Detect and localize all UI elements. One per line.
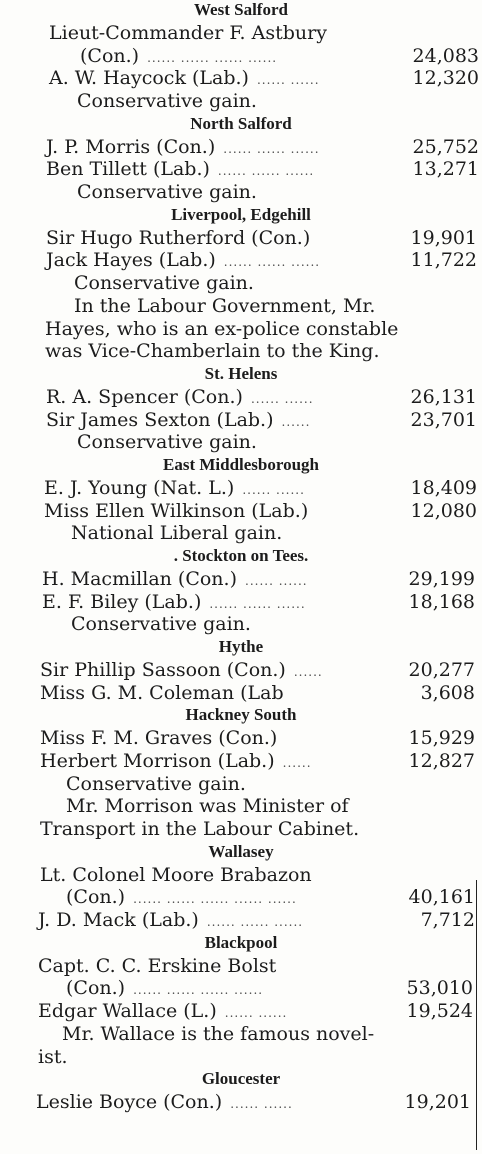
candidate-line (46, 408, 477, 432)
candidate-name: Edgar Wallace (L.) (38, 1000, 217, 1022)
candidate-name: Sir Hugo Rutherford (Con.) (46, 226, 311, 249)
text-line: Hayes, who is an ex-police constable (45, 317, 399, 340)
text-line: was Vice-Chamberlain to the King. (45, 340, 380, 363)
constituency-heading: Gloucester (201, 1069, 281, 1089)
candidate-name: (Con.) (80, 44, 140, 67)
constituency-heading: Blackpool (204, 932, 278, 952)
text-line: National Liberal gain. (71, 522, 283, 545)
candidate-line (46, 135, 479, 159)
text-line: Conservative gain. (71, 613, 251, 636)
candidate-name: (Con.) (66, 886, 126, 909)
text-line: Lieut-Commander F. Astbury (49, 21, 327, 44)
candidate-line (44, 476, 477, 500)
candidate-name: Leslie Boyce (Con.) (36, 1091, 223, 1113)
candidate-name: Sir James Sexton (Lab.) (46, 408, 274, 431)
constituency-heading: East Middlesborough (162, 455, 320, 474)
dot-leader: ...... ...... ...... ...... ...... (133, 892, 297, 907)
vote-count: 3,608 (420, 681, 475, 704)
vote-count: 19,201 (404, 1091, 471, 1113)
vote-count: 12,827 (408, 749, 475, 772)
vote-count: 19,901 (410, 226, 477, 249)
vote-count: 13,271 (412, 158, 479, 181)
dot-leader: ...... ...... (230, 1097, 293, 1111)
candidate-line (80, 44, 479, 68)
candidate-line (40, 749, 475, 773)
vote-count: 20,277 (408, 658, 475, 681)
column-rule (476, 880, 477, 1150)
candidate-line (40, 658, 475, 682)
candidate-name: Sir Phillip Sassoon (Con.) (40, 658, 286, 681)
candidate-name: Jack Hayes (Lab.) (46, 249, 216, 272)
constituency-heading: North Salford (190, 113, 292, 133)
candidate-line (49, 66, 479, 90)
vote-count: 29,199 (408, 567, 475, 590)
candidate-name: A. W. Haycock (Lab.) (49, 67, 249, 90)
vote-count: 53,010 (406, 977, 473, 1000)
candidate-name: E. F. Biley (Lab.) (42, 590, 202, 613)
text-line: Conservative gain. (74, 272, 254, 294)
text-line: Capt. C. C. Erskine Bolst (38, 954, 277, 977)
dot-leader: ...... ...... ...... (209, 596, 306, 611)
dot-leader: ...... ...... (245, 573, 308, 588)
vote-count: 26,131 (410, 385, 477, 408)
dot-leader: ...... ...... ...... (223, 255, 321, 270)
vote-count: 15,929 (408, 727, 475, 749)
constituency-heading: Hythe (218, 637, 264, 656)
text-line: ist. (38, 1045, 68, 1068)
candidate-line (66, 885, 475, 909)
vote-count: 19,524 (406, 1000, 473, 1022)
text-line: Mr. Wallace is the famous novel- (62, 1022, 375, 1045)
candidate-name: Miss F. M. Graves (Con.) (40, 727, 278, 749)
vote-count: 11,722 (410, 249, 477, 272)
text-line: Lt. Colonel Moore Brabazon (40, 863, 312, 886)
text-line: Conservative gain. (77, 181, 257, 203)
candidate-name: Miss G. M. Coleman (Lab (40, 681, 284, 704)
vote-count: 25,752 (412, 135, 479, 158)
text-line: Mr. Morrison was Minister of (66, 795, 349, 818)
vote-count: 18,168 (408, 590, 475, 613)
candidate-line (46, 248, 477, 272)
dot-leader: ...... ...... ...... (223, 141, 320, 156)
candidate-line (38, 908, 475, 932)
candidate-name: Herbert Morrison (Lab.) (40, 749, 275, 772)
candidate-name: Miss Ellen Wilkinson (Lab.) (44, 499, 309, 522)
candidate-line (42, 567, 475, 591)
candidate-name: E. J. Young (Nat. L.) (44, 476, 235, 499)
candidate-line (40, 726, 475, 750)
text-line: In the Labour Government, Mr. (74, 294, 376, 317)
candidate-name: H. Macmillan (Con.) (42, 567, 238, 590)
candidate-line (44, 499, 477, 523)
text-line: Conservative gain. (66, 772, 246, 795)
candidate-name: (Con.) (66, 977, 126, 1000)
dot-leader: ...... ...... (250, 391, 314, 406)
dot-leader: ...... ...... ...... ...... (147, 50, 278, 65)
dot-leader: ...... (293, 664, 323, 679)
candidate-line (46, 157, 479, 181)
dot-leader: ...... ...... ...... ...... (133, 983, 264, 998)
candidate-name: J. P. Morris (Con.) (46, 135, 216, 158)
candidate-name: J. D. Mack (Lab.) (38, 909, 199, 931)
candidate-line (66, 976, 473, 1000)
candidate-line (46, 226, 477, 250)
candidate-line (46, 385, 477, 409)
constituency-heading: Hackney South (185, 705, 297, 725)
vote-count: 12,320 (412, 67, 479, 90)
vote-count: 12,080 (410, 499, 477, 522)
vote-count: 18,409 (410, 476, 477, 499)
dot-leader: ...... ...... ...... (206, 915, 304, 929)
vote-count: 40,161 (408, 886, 475, 909)
candidate-line (38, 999, 473, 1023)
candidate-line (36, 1090, 471, 1114)
constituency-heading: West Salford (194, 0, 288, 19)
candidate-name: Ben Tillett (Lab.) (46, 158, 210, 181)
candidate-name: R. A. Spencer (Con.) (46, 385, 243, 408)
constituency-heading: Wallasey (208, 841, 274, 861)
candidate-line (42, 590, 475, 614)
dot-leader: ...... (281, 414, 311, 429)
vote-count: 23,701 (410, 408, 477, 431)
text-line: Transport in the Labour Cabinet. (40, 818, 360, 840)
text-line: Conservative gain. (77, 431, 257, 454)
dot-leader: ...... ...... ...... (217, 164, 315, 179)
constituency-heading: . Stockton on Tees. (173, 546, 309, 565)
text-line: Conservative gain. (77, 90, 257, 112)
vote-count: 24,083 (412, 44, 479, 67)
dot-leader: ...... ...... (242, 482, 305, 497)
candidate-line (40, 681, 475, 705)
dot-leader: ...... ...... (256, 73, 320, 88)
constituency-heading: Liverpool, Edgehill (171, 204, 311, 224)
dot-leader: ...... (282, 755, 312, 770)
vote-count: 7,712 (420, 909, 475, 931)
constituency-heading: St. Helens (204, 364, 278, 383)
dot-leader: ...... ...... (224, 1006, 288, 1020)
